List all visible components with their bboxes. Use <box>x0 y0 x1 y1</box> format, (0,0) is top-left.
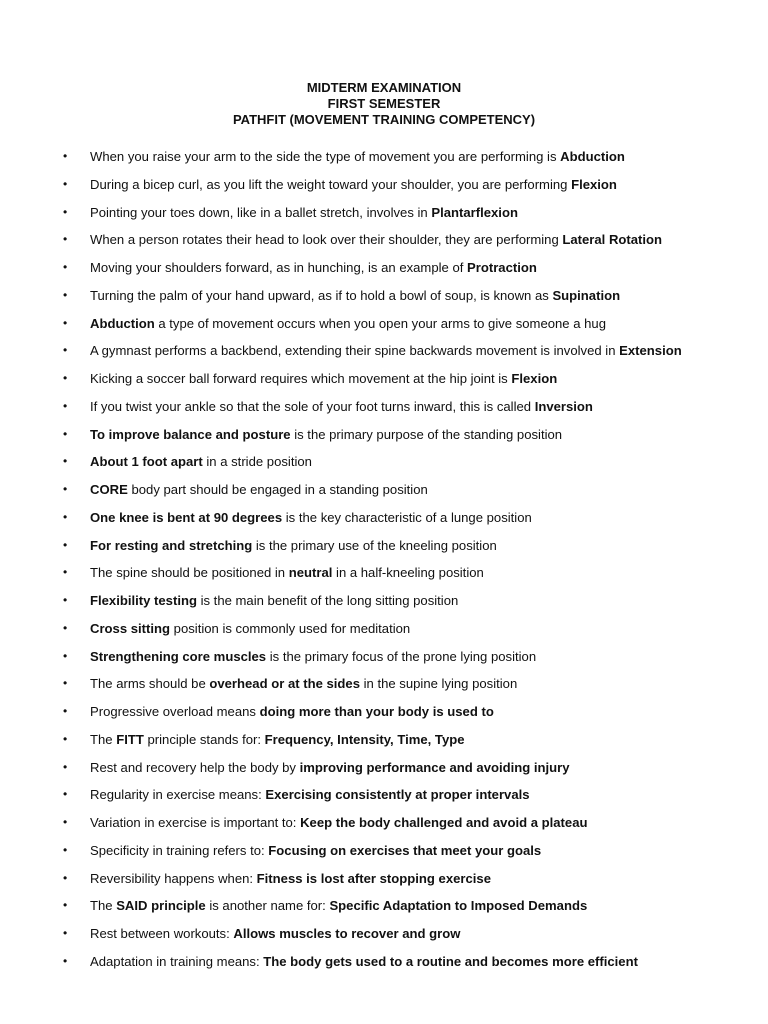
statement-text: is the primary focus of the prone lying position <box>266 648 537 664</box>
statement-text: in a stride position <box>202 454 312 470</box>
list-item-text <box>90 865 491 893</box>
bullet-icon: • <box>63 898 68 913</box>
statement-text: body part should be engaged in a standing position <box>127 482 428 497</box>
statement-text: position is commonly used for meditation <box>170 620 411 636</box>
answer-text: overhead or at the sides <box>209 676 360 692</box>
heading-line-semester: FIRST SEMESTER <box>327 96 441 111</box>
bullet-icon: • <box>63 454 68 469</box>
statement-text: The <box>90 731 117 747</box>
statement-text: Rest and recovery help the body by <box>90 759 300 775</box>
list-item-text <box>90 226 662 254</box>
bullet-icon: • <box>63 759 68 774</box>
list-item-text <box>90 809 587 837</box>
bullet-icon: • <box>63 815 68 829</box>
answer-text: Keep the body challenged and avoid a plateau <box>300 815 588 830</box>
list-item <box>0 504 768 532</box>
statement-text: If you twist your ankle so that the sole of your foot turns inward, this is called <box>90 398 535 414</box>
list-item <box>0 920 768 948</box>
bullet-icon: • <box>63 676 68 691</box>
list-item-text <box>90 254 537 282</box>
bullet-icon: • <box>63 204 68 219</box>
bullet-icon: • <box>63 287 68 302</box>
statement-text: a type of movement occurs when you open your arms to give someone a hug <box>154 315 606 331</box>
statement-text: When a person rotates their head to look over their shoulder, they are performing <box>90 232 563 248</box>
bullet-icon: • <box>63 149 68 163</box>
bullet-icon: • <box>63 315 68 330</box>
answer-text: The body gets used to a routine and becomes more efficient <box>263 953 638 969</box>
statement-text: The spine should be positioned in <box>90 565 289 581</box>
statement-text: is another name for: <box>205 898 330 914</box>
bullet-icon: • <box>63 593 68 607</box>
statement-text: is the key characteristic of a lunge position <box>282 509 532 525</box>
list-item-text <box>90 670 517 698</box>
statement-text: Kicking a soccer ball forward requires which movement at the hip joint is <box>90 371 512 386</box>
answer-text: One knee is bent at 90 degrees <box>90 509 283 525</box>
statement-text: principle stands for: <box>143 731 265 747</box>
list-item <box>0 837 768 865</box>
heading-line-exam: MIDTERM EXAMINATION <box>306 80 462 95</box>
list-item <box>0 892 768 920</box>
answer-text: Supination <box>552 287 621 303</box>
list-item <box>0 559 768 587</box>
list-item <box>0 532 768 560</box>
bullet-icon: • <box>63 842 68 857</box>
list-item-text <box>90 837 541 865</box>
heading-line-course: PATHFIT (MOVEMENT TRAINING COMPETENCY) <box>232 112 536 127</box>
bullet-icon: • <box>63 509 68 524</box>
answer-text: Exercising consistently at proper intervals <box>265 787 530 803</box>
list-item-text <box>90 726 465 754</box>
list-item-text <box>90 643 536 671</box>
list-item-text <box>90 559 484 587</box>
list-item-text <box>90 282 620 310</box>
list-item <box>0 670 768 698</box>
list-item <box>0 421 768 449</box>
answer-text: Allows muscles to recover and grow <box>233 926 461 941</box>
exam-heading <box>0 80 768 128</box>
list-item <box>0 310 768 338</box>
list-item-text <box>90 892 587 920</box>
list-item <box>0 171 768 199</box>
answer-text: Cross sitting <box>90 620 171 636</box>
answer-text: neutral <box>288 565 333 581</box>
bullet-icon: • <box>63 176 68 191</box>
list-item <box>0 143 768 171</box>
answer-text: About 1 foot apart <box>90 454 203 470</box>
statement-text: Variation in exercise is important to: <box>90 815 301 830</box>
answer-text: Specific Adaptation to Imposed Demands <box>329 898 588 914</box>
list-item-text <box>90 948 638 976</box>
answer-text: Lateral Rotation <box>562 232 663 248</box>
statement-text: The arms should be <box>90 676 210 692</box>
list-item <box>0 809 768 837</box>
bullet-icon: • <box>63 482 68 496</box>
list-item <box>0 476 768 504</box>
answer-text: Protraction <box>467 260 537 275</box>
list-item <box>0 337 768 365</box>
list-item <box>0 282 768 310</box>
statement-text: Progressive overload means <box>90 704 260 719</box>
answer-text: Flexion <box>511 371 558 386</box>
bullet-icon: • <box>63 870 68 885</box>
list-item-text <box>90 587 458 615</box>
statement-text: Adaptation in training means: <box>90 953 264 969</box>
answer-text: Inversion <box>534 398 593 414</box>
statement-text: When you raise your arm to the side the type of movement you are performing is <box>90 149 561 164</box>
answer-text: improving performance and avoiding injury <box>299 759 570 775</box>
list-item-text <box>90 365 557 393</box>
statement-text: Regularity in exercise means: <box>90 787 266 803</box>
statement-text: A gymnast performs a backbend, extending their spine backwards movement is involved in <box>90 343 620 359</box>
bullet-icon: • <box>63 343 68 358</box>
list-item-text <box>90 698 494 726</box>
bullet-icon: • <box>63 704 68 718</box>
list-item-text <box>90 310 606 338</box>
bullet-icon: • <box>63 731 68 746</box>
list-item <box>0 226 768 254</box>
list-item <box>0 365 768 393</box>
statement-text: in a half-kneeling position <box>332 565 484 581</box>
bullet-icon: • <box>63 953 68 968</box>
answer-text: For resting and stretching <box>90 537 253 553</box>
answer-text: Abduction <box>560 149 625 164</box>
bullet-icon: • <box>63 426 68 441</box>
statement-text: The <box>90 898 117 914</box>
answer-text: doing more than your body is used to <box>259 704 494 719</box>
answer-text: Frequency, Intensity, Time, Type <box>264 731 465 747</box>
bullet-icon: • <box>63 398 68 413</box>
statement-text: Rest between workouts: <box>90 926 234 941</box>
answer-text: CORE <box>90 482 128 497</box>
answer-text: Focusing on exercises that meet your goals <box>268 842 542 858</box>
list-item-text <box>90 393 593 421</box>
answer-text: SAID principle <box>116 898 206 914</box>
bullet-icon: • <box>63 926 68 940</box>
list-item-text <box>90 920 460 948</box>
answer-text: FITT <box>116 731 144 747</box>
answer-text: Plantarflexion <box>431 204 518 220</box>
list-item <box>0 781 768 809</box>
statement-text: is the main benefit of the long sitting position <box>196 593 459 608</box>
bullet-icon: • <box>63 565 68 580</box>
bullet-icon: • <box>63 787 68 802</box>
list-item <box>0 254 768 282</box>
bullet-icon: • <box>63 371 68 385</box>
list-item-text <box>90 504 532 532</box>
list-item <box>0 199 768 227</box>
list-item <box>0 948 768 976</box>
list-item <box>0 615 768 643</box>
statement-text: is the primary purpose of the standing position <box>290 426 563 442</box>
list-item-text <box>90 781 530 809</box>
list-item-text <box>90 754 570 782</box>
list-item-text <box>90 532 497 560</box>
statement-text: Pointing your toes down, like in a ballet stretch, involves in <box>90 204 432 220</box>
list-item-text <box>90 615 410 643</box>
list-item-text <box>90 199 518 227</box>
list-item-text <box>90 337 682 365</box>
bullet-icon: • <box>63 232 68 247</box>
bullet-icon: • <box>63 648 68 663</box>
list-item <box>0 754 768 782</box>
statement-text: Moving your shoulders forward, as in hunching, is an example of <box>90 260 468 275</box>
statement-text: Turning the palm of your hand upward, as if to hold a bowl of soup, is known as <box>90 287 553 303</box>
list-item <box>0 587 768 615</box>
list-item <box>0 393 768 421</box>
list-item <box>0 448 768 476</box>
answer-text: Strengthening core muscles <box>90 648 267 664</box>
list-item <box>0 726 768 754</box>
statement-text: in the supine lying position <box>360 676 518 692</box>
answer-text: Flexion <box>571 176 617 192</box>
list-item-text <box>90 476 428 504</box>
list-item <box>0 865 768 893</box>
bullet-icon: • <box>63 537 68 552</box>
answer-text: To improve balance and posture <box>90 426 291 442</box>
bullet-icon: • <box>63 260 68 274</box>
list-item-text <box>90 171 617 199</box>
statement-text: is the primary use of the kneeling position <box>252 537 497 553</box>
answer-text: Extension <box>619 343 682 359</box>
list-item-text <box>90 143 625 171</box>
answer-text: Abduction <box>90 315 155 331</box>
list-item <box>0 643 768 671</box>
answer-text: Flexibility testing <box>90 593 197 608</box>
list-item <box>0 698 768 726</box>
statement-text: During a bicep curl, as you lift the weight toward your shoulder, you are performing <box>90 176 572 192</box>
answer-text: Fitness is lost after stopping exercise <box>256 870 491 886</box>
list-item-text <box>90 448 312 476</box>
answer-list <box>0 143 768 976</box>
statement-text: Specificity in training refers to: <box>90 842 269 858</box>
list-item-text <box>90 421 562 449</box>
bullet-icon: • <box>63 620 68 635</box>
statement-text: Reversibility happens when: <box>90 870 257 886</box>
